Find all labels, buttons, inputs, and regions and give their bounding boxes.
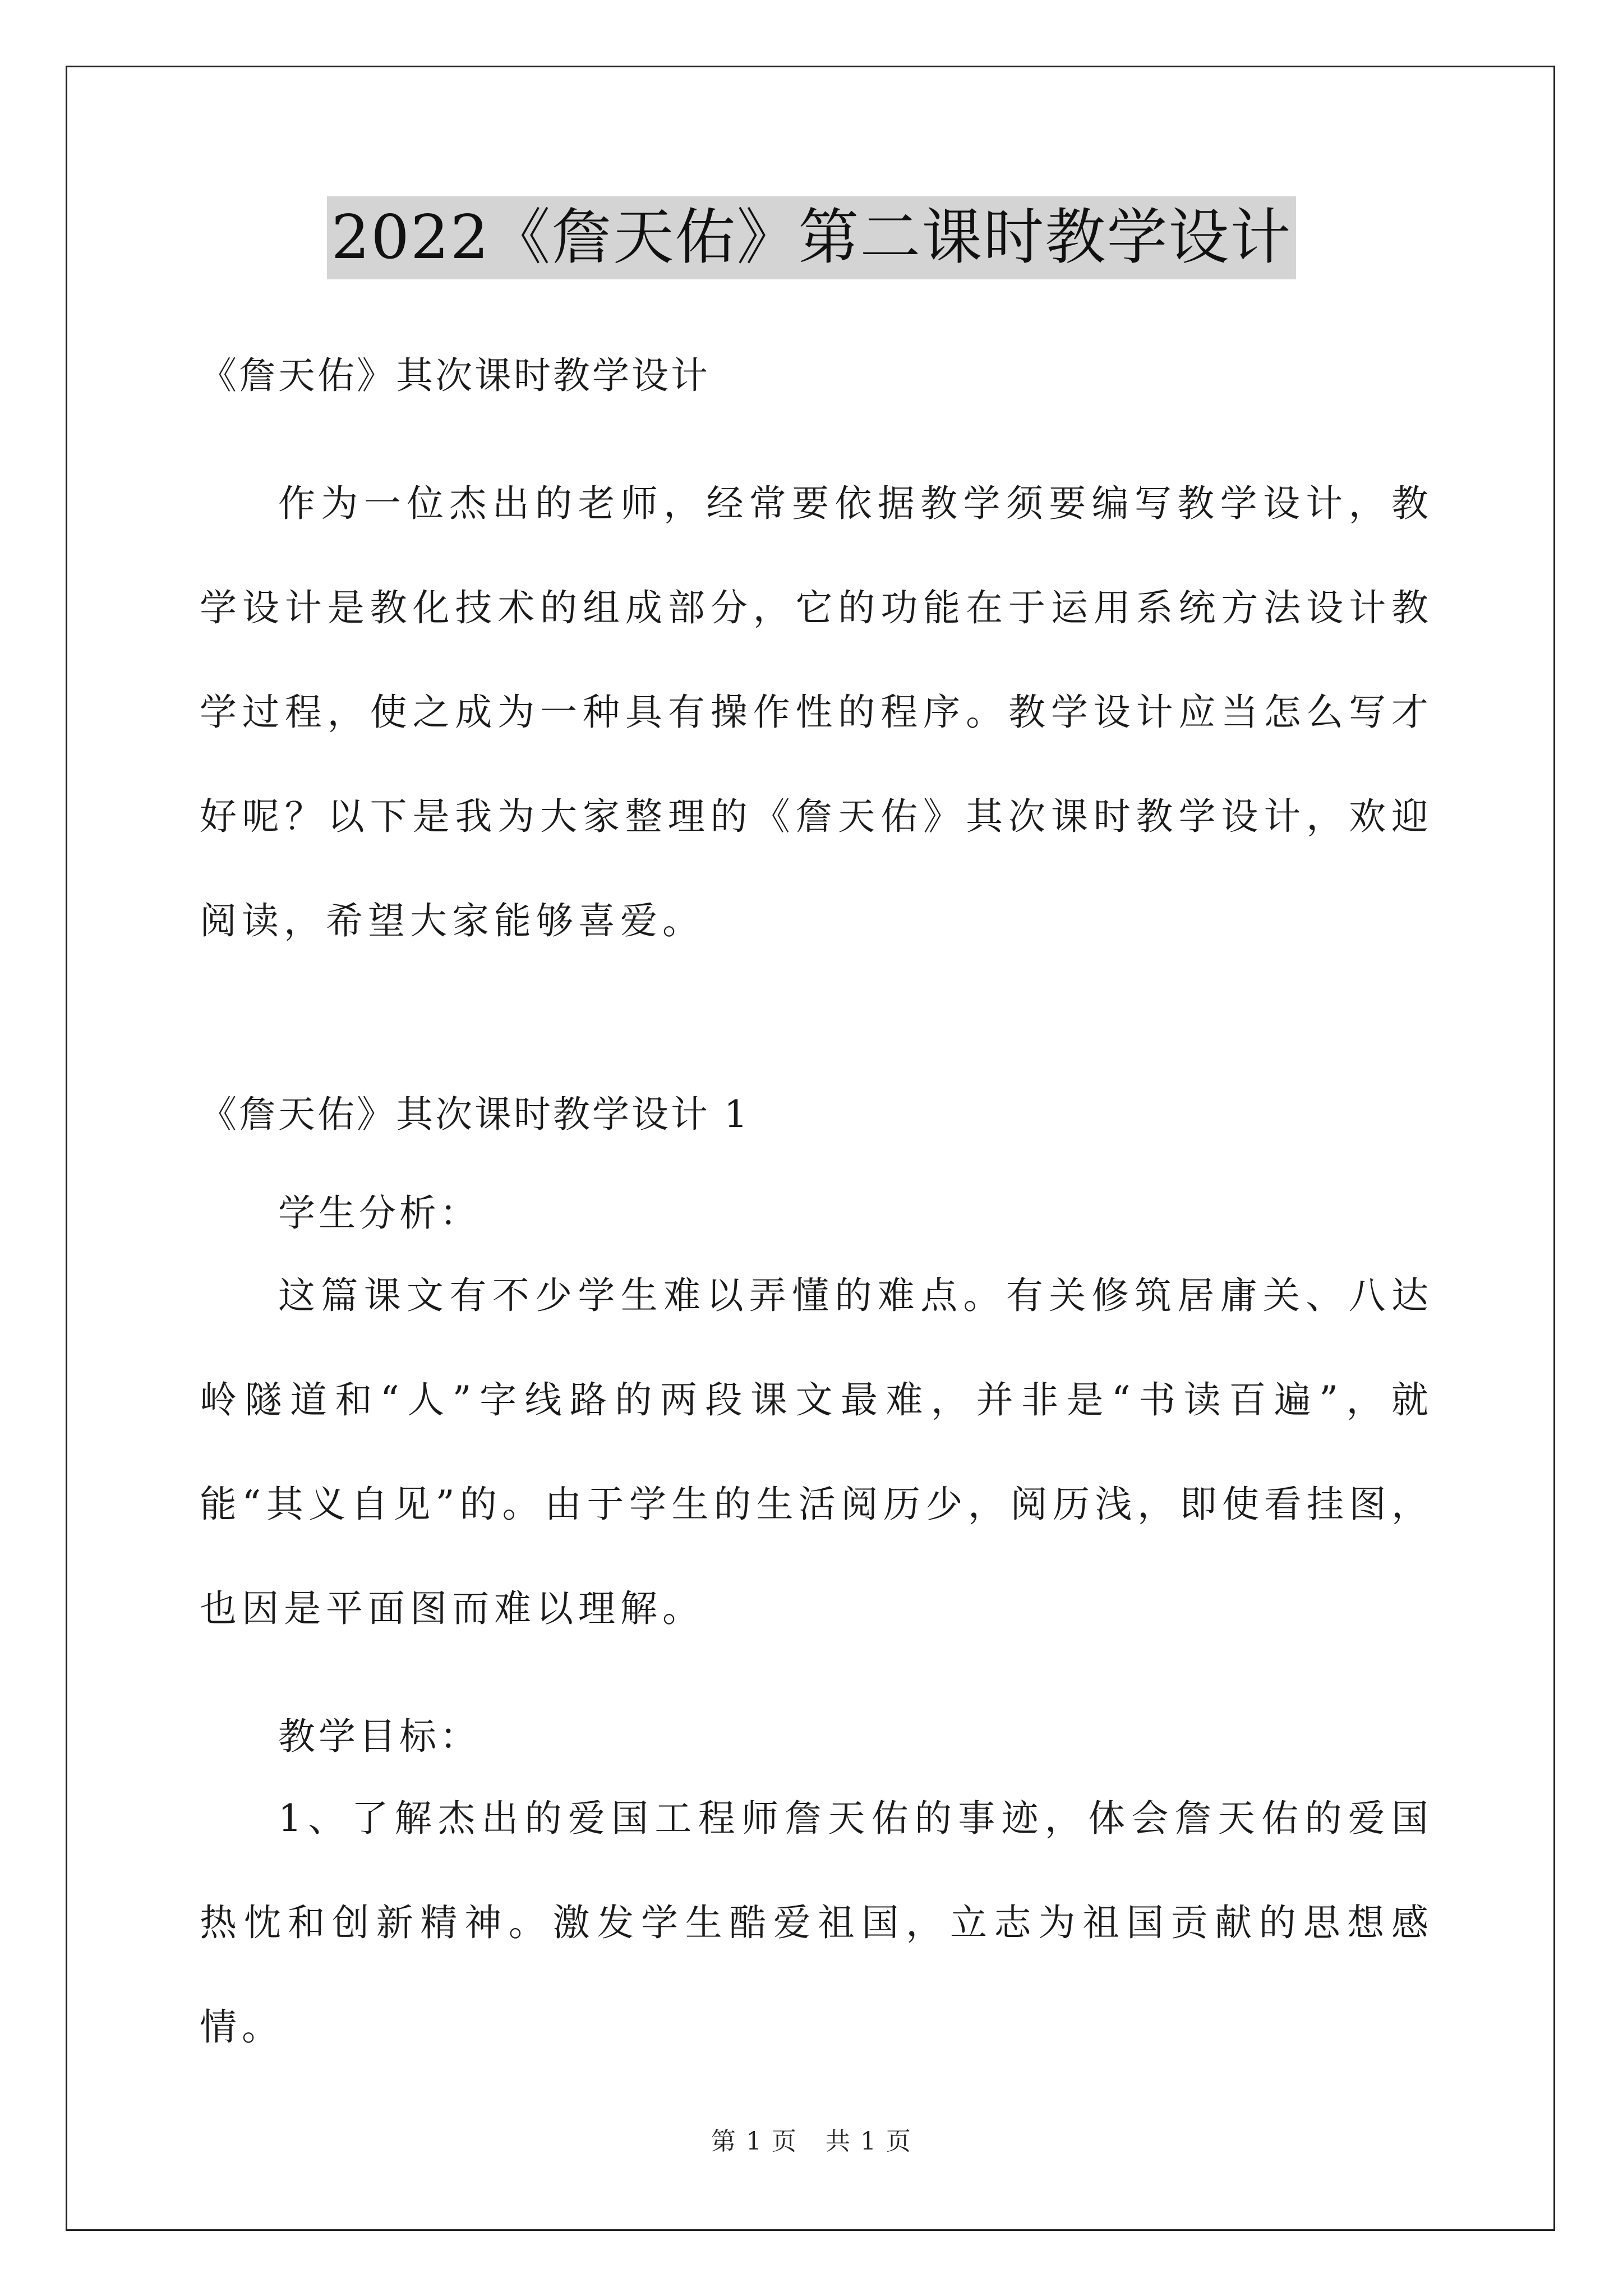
teaching-goals-label: 教学目标： — [278, 1715, 480, 1758]
title-container — [0, 196, 1623, 279]
page-total: 共 1 页 — [826, 2127, 912, 2156]
section-1-heading: 《詹天佑》其次课时教学设计 1 — [200, 1093, 750, 1136]
goal-1-paragraph: 1、了解杰出的爱国工程师詹天佑的事迹，体会詹天佑的爱国热忱和创新精神。激发学生酷爱祖国，立志为祖国贡献的思想感情。 — [200, 1797, 1433, 2049]
document-title: 2022《詹天佑》第二课时教学设计 — [327, 196, 1297, 279]
page-number: 第 1 页 — [711, 2127, 797, 2156]
page-footer — [0, 2125, 1623, 2159]
intro-heading: 《詹天佑》其次课时教学设计 — [200, 354, 710, 397]
student-analysis-label: 学生分析： — [278, 1191, 480, 1235]
student-analysis-paragraph: 这篇课文有不少学生难以弄懂的难点。有关修筑居庸关、八达岭隧道和“人”字线路的两段课文最难，并非是“书读百遍”，就能“其义自见”的。由于学生的生活阅历少，阅历浅，即使看挂图，也因是平面图而难以理解。 — [200, 1274, 1433, 1630]
intro-paragraph: 作为一位杰出的老师，经常要依据教学须要编写教学设计，教学设计是教化技术的组成部分，它的功能在于运用系统方法设计教学过程，使之成为一种具有操作性的程序。教学设计应当怎么写才好呢？以下是我为大家整理的《詹天佑》其次课时教学设计，欢迎阅读，希望大家能够喜爱。 — [200, 482, 1433, 942]
